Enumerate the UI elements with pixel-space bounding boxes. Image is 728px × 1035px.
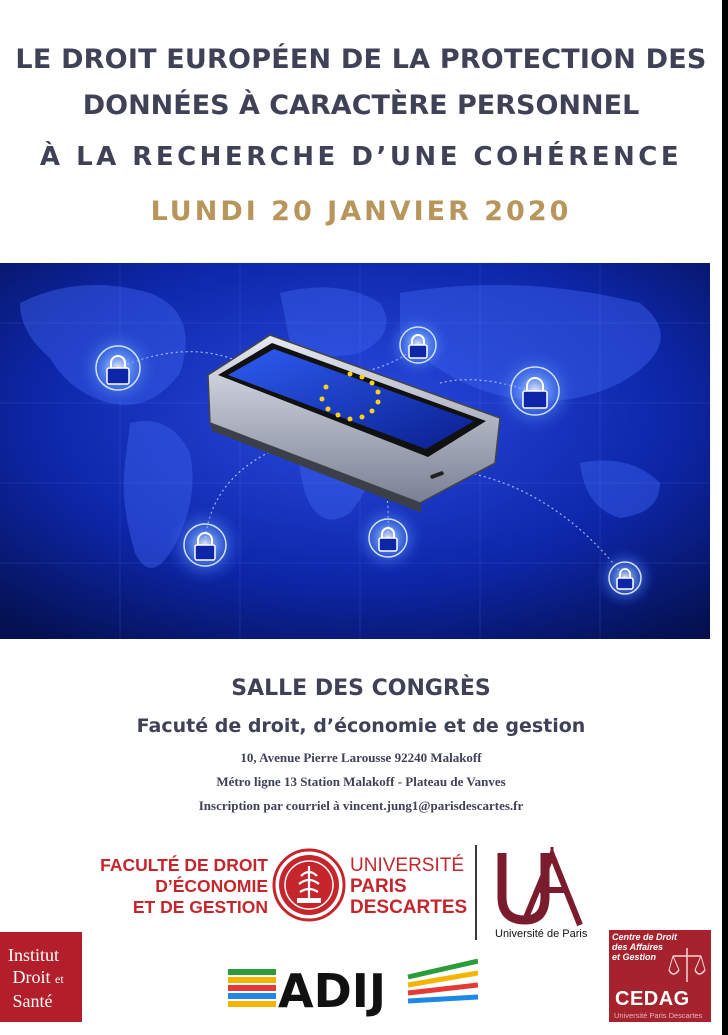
scales-icon [665, 944, 709, 988]
universite-de-paris-logo [490, 845, 610, 940]
title-line-2: DONNÉES À CARACTÈRE PERSONNEL [82, 90, 640, 121]
title-line-1: LE DROIT EUROPÉEN DE LA PROTECTION DES [15, 44, 707, 75]
university-seal-icon [272, 848, 346, 922]
university-logo-line: PARIS [350, 876, 407, 897]
lock-icon [76, 326, 160, 410]
faculty-logo-line: FACULTÉ DE DROIT [100, 855, 268, 875]
lock-icon [352, 502, 424, 574]
lock-icon [165, 505, 245, 585]
venue-faculty: Facuté de droit, d’économie et de gestion [136, 715, 586, 737]
title-line-3: À LA RECHERCHE D’UNE COHÉRENCE [39, 142, 683, 172]
registration-info[interactable]: Inscription par courriel à vincent.jung1@parisdescartes.fr [198, 798, 524, 813]
institut-droit-sante-logo [0, 932, 82, 1022]
ids-logo-line: Santé [12, 991, 53, 1011]
ids-logo-line: et [55, 972, 64, 986]
cedag-logo-name: CEDAG [615, 988, 690, 1010]
cedag-logo-line: et Gestion [612, 952, 657, 962]
venue-metro: Métro ligne 13 Station Malakoff - Plateau de Vanves [216, 774, 506, 789]
logo-divider [475, 845, 477, 940]
universite-de-paris-name: Université de Paris [495, 928, 588, 940]
university-logo [350, 855, 467, 918]
venue-room: SALLE DES CONGRÈS [231, 676, 491, 701]
lock-icon [384, 311, 452, 379]
university-logo-line: UNIVERSITÉ [350, 855, 465, 876]
ids-logo-line: Institut [8, 945, 60, 965]
event-date: LUNDI 20 JANVIER 2020 [150, 196, 572, 227]
adij-logo [228, 955, 478, 1020]
cedag-logo-line: des Affaires [612, 942, 664, 952]
cedag-logo [609, 930, 711, 1022]
cedag-logo-line: Centre de Droit [612, 932, 678, 942]
cedag-logo-sub: Université Paris Descartes [614, 1011, 703, 1020]
lock-icon [595, 548, 655, 608]
faculty-logo-line: ET DE GESTION [132, 897, 268, 917]
university-logo-line: DESCARTES [350, 897, 468, 918]
venue-address: 10, Avenue Pierre Larousse 92240 Malakoff [240, 750, 482, 765]
page-edge [722, 0, 728, 1035]
lock-icon [491, 347, 579, 435]
faculty-logo [88, 855, 268, 918]
adij-logo-text: ADIJ [278, 964, 387, 1018]
ids-logo-line: Droit [12, 967, 51, 987]
faculty-logo-line: D’ÉCONOMIE [155, 876, 268, 896]
banner-image [0, 263, 710, 639]
